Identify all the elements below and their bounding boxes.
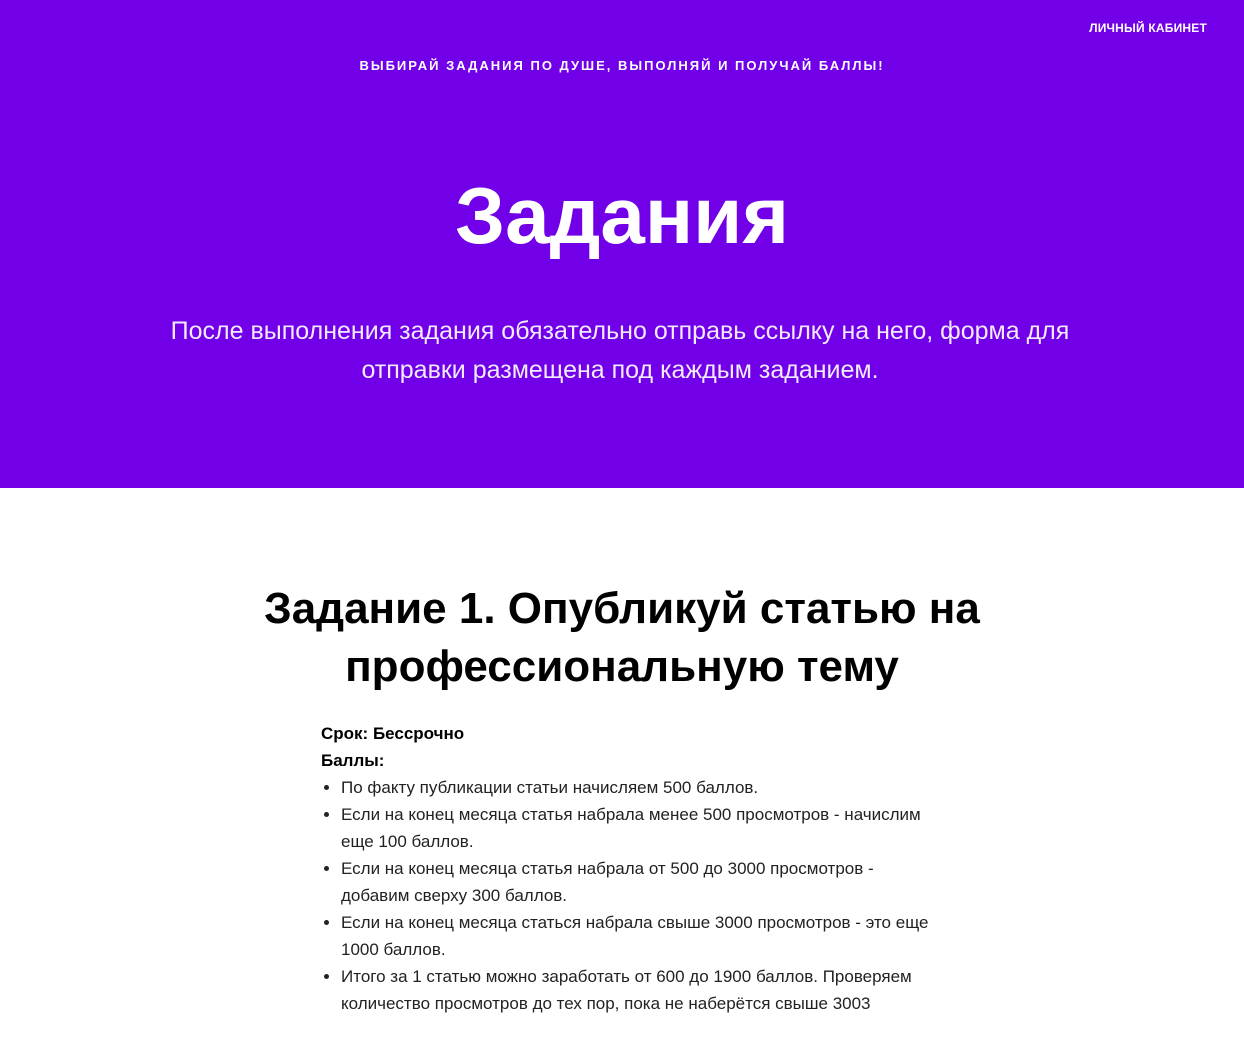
- task-points-label: Баллы:: [321, 751, 385, 770]
- list-item: • По факту публикации статьи начисляем 500 баллов.: [341, 774, 931, 801]
- list-item: • Если на конец месяца статься набрала свыше 3000 просмотров - это еще 1000 баллов.: [341, 909, 931, 963]
- task-title: Задание 1. Опубликуй статью на профессиональную тему: [264, 584, 980, 691]
- task-deadline: Срок: Бессрочно: [321, 724, 465, 743]
- list-item: • Итого за 1 статью можно заработать от 600 до 1900 баллов. Проверяем количество просмотров до тех пор, пока не наберётся свыше 3003: [341, 963, 931, 1017]
- personal-cabinet-link[interactable]: ЛИЧНЫЙ КАБИНЕТ: [1089, 21, 1207, 35]
- list-item: • Если на конец месяца статья набрала от 500 до 3000 просмотров - добавим сверху 300 баллов.: [341, 855, 931, 909]
- tagline: ВЫБИРАЙ ЗАДАНИЯ ПО ДУШЕ, ВЫПОЛНЯЙ И ПОЛУЧАЙ БАЛЛЫ!: [359, 58, 885, 73]
- task-details: [321, 720, 931, 1017]
- page-title: Задания: [454, 171, 790, 260]
- page-subtitle: После выполнения задания обязательно отправь ссылку на него, форма для отправки размещена под каждым заданием.: [170, 317, 1070, 384]
- hero-banner: [0, 0, 1244, 488]
- points-list: [321, 774, 931, 1017]
- list-item: • Если на конец месяца статья набрала менее 500 просмотров - начислим еще 100 баллов.: [341, 801, 931, 855]
